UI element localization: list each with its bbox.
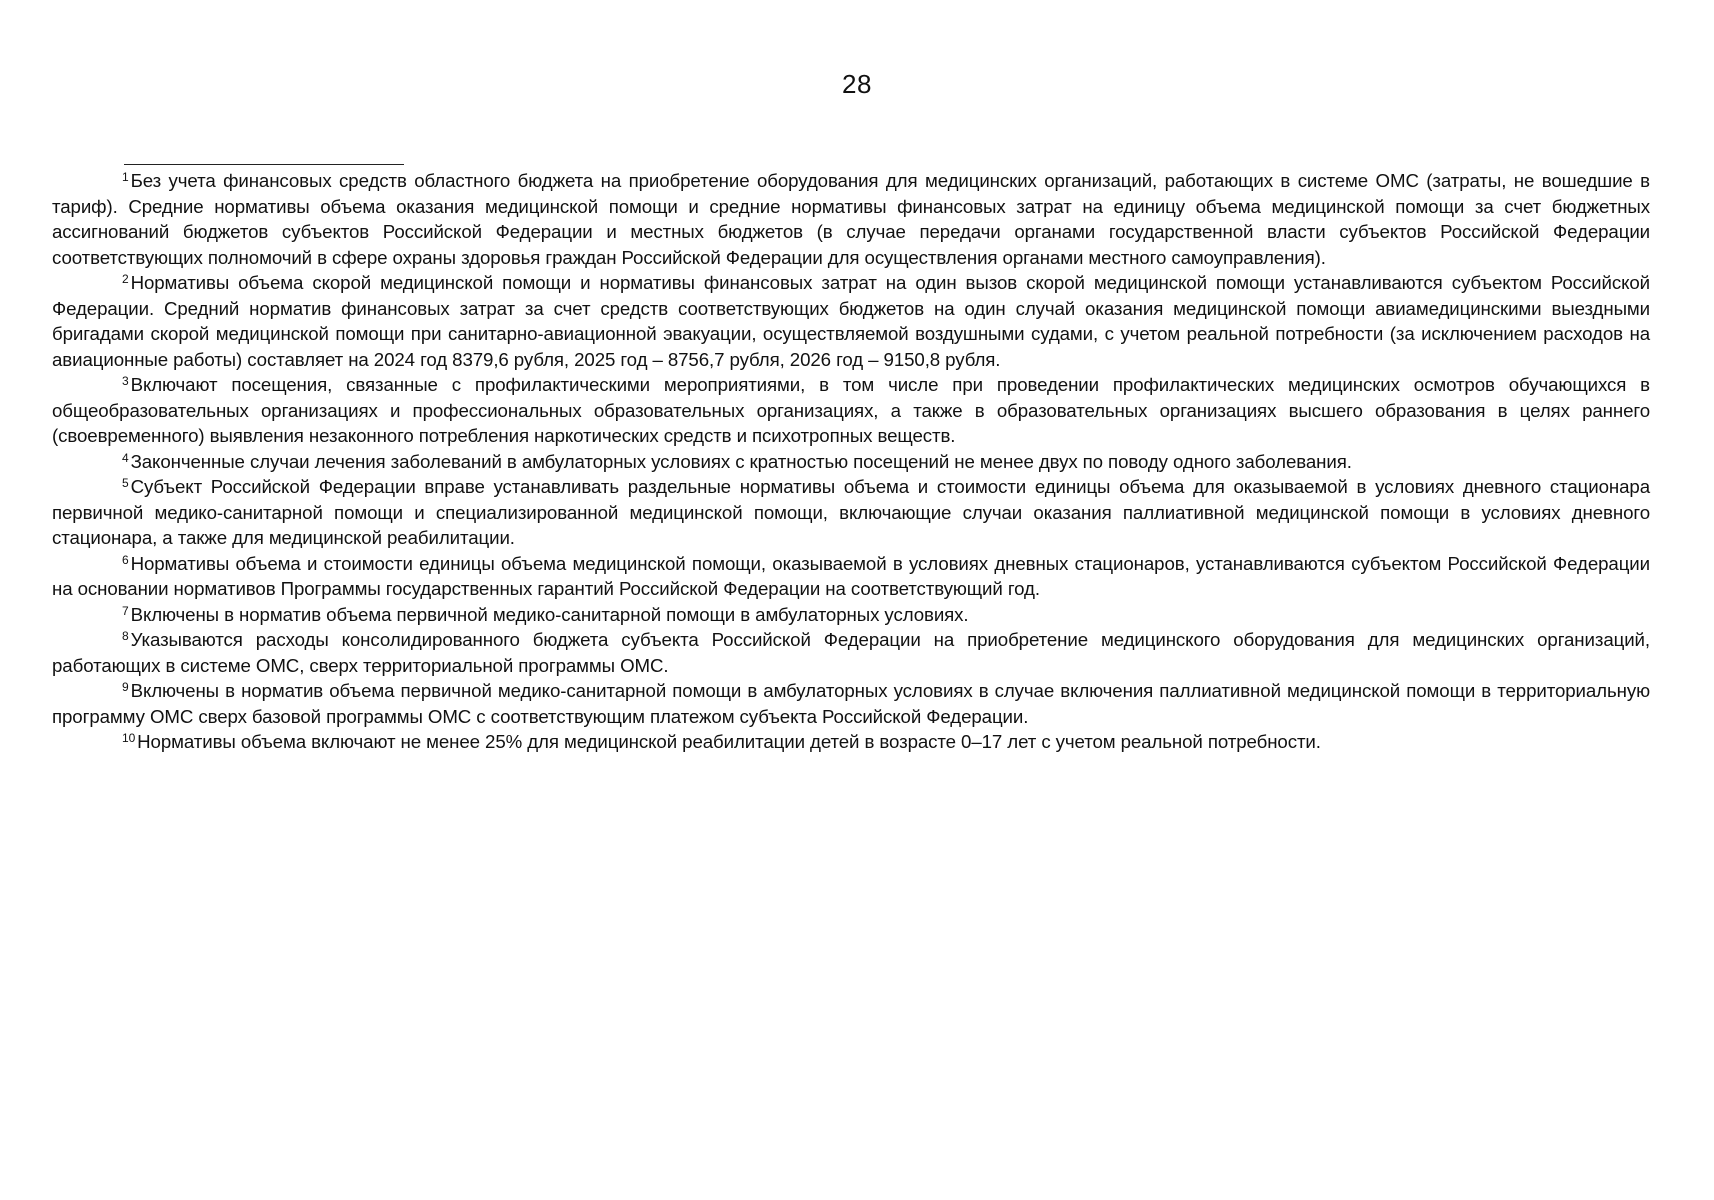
footnote-text: Законченные случаи лечения заболеваний в амбулаторных условиях с кратностью посещений не менее двух по поводу одного заболевания. <box>130 450 1352 472</box>
footnote-1 <box>52 168 1650 270</box>
footnote-3 <box>52 372 1650 449</box>
footnote-2 <box>52 270 1650 372</box>
footnote-number: 8 <box>122 629 129 643</box>
footnote-text: Нормативы объема включают не менее 25% для медицинской реабилитации детей в возрасте 0–17 лет с учетом реальной потребности. <box>137 731 1321 752</box>
footnote-6 <box>52 551 1650 602</box>
footnote-number: 3 <box>122 374 129 388</box>
footnote-10 <box>52 729 1650 755</box>
footnote-number: 9 <box>122 680 129 694</box>
footnote-number: 10 <box>122 731 136 745</box>
footnote-number: 5 <box>122 476 129 490</box>
footnote-number: 7 <box>122 603 129 618</box>
footnote-text: Нормативы объема скорой медицинской помощи и нормативы финансовых затрат на один вызов скорой медицинской помощи устанавливаются субъектом Российской Федерации. Средний норматив финансовых затрат за счет средств соответствующих бюджетов на один случай оказания медицинской помощи авиамедицинскими выездными бригадами скорой медицинской помощи при санитарно-авиационной эвакуации, осуществляемой воздушными судами, с учетом реальной потребности (за исключением расходов на авиационные работы) составляет на 2024 год 8379,6 рубля, 2025 год – 8756,7 рубля, 2026 год – 9150,8 рубля. <box>52 272 1650 370</box>
footnote-text: Включены в норматив объема первичной медико-санитарной помощи в амбулаторных условиях в случае включения паллиативной медицинской помощи в территориальную программу ОМС сверх базовой программы ОМС с соответствующим платежом субъекта Российской Федерации. <box>52 680 1650 727</box>
footnote-8 <box>52 627 1650 678</box>
footnotes-section <box>52 168 1650 755</box>
footnote-text: Нормативы объема и стоимости единицы объема медицинской помощи, оказываемой в условиях дневных стационаров, устанавливаются субъектом Российской Федерации на основании нормативов Программы государственных гарантий Российской Федерации на соответствующий год. <box>52 552 1650 599</box>
page-number: 28 <box>842 69 872 99</box>
footnote-5 <box>52 474 1650 551</box>
footnote-number: 1 <box>122 170 129 184</box>
footnote-text: Включают посещения, связанные с профилактическими мероприятиями, в том числе при проведении профилактических медицинских осмотров обучающихся в общеобразовательных организациях и профессиональных образовательных организациях, а также в образовательных организациях высшего образования в целях раннего (своевременного) выявления незаконного потребления наркотических средств и психотропных веществ. <box>52 374 1650 446</box>
footnote-number: 2 <box>122 272 129 286</box>
footnote-text: Указываются расходы консолидированного бюджета субъекта Российской Федерации на приобретение медицинского оборудования для медицинских организаций, работающих в системе ОМС, сверх территориальной программы ОМС. <box>52 629 1650 676</box>
footnote-number: 6 <box>122 552 129 567</box>
footnote-separator-line <box>124 164 404 165</box>
footnote-4 <box>52 449 1650 475</box>
footnote-9 <box>52 678 1650 729</box>
footnote-7 <box>52 602 1650 628</box>
footnote-text: Включены в норматив объема первичной медико-санитарной помощи в амбулаторных условиях. <box>130 603 969 625</box>
footnote-text: Без учета финансовых средств областного бюджета на приобретение оборудования для медицинских организаций, работающих в системе ОМС (затраты, не вошедшие в тариф). Средние нормативы объема оказания медицинской помощи и средние нормативы финансовых затрат на единицу объема медицинской помощи за счет бюджетных ассигнований бюджетов субъектов Российской Федерации и местных бюджетов (в случае передачи органами государственной власти субъектов Российской Федерации соответствующих полномочий в сфере охраны здоровья граждан Российской Федерации для осуществления органами местного самоуправления). <box>52 170 1650 268</box>
footnote-number: 4 <box>122 450 129 465</box>
footnote-text: Субъект Российской Федерации вправе устанавливать раздельные нормативы объема и стоимости единицы объема для оказываемой в условиях дневного стационара первичной медико-санитарной помощи и специализированной медицинской помощи, включающие случаи оказания паллиативной медицинской помощи в условиях дневного стационара, а также для медицинской реабилитации. <box>52 476 1650 548</box>
